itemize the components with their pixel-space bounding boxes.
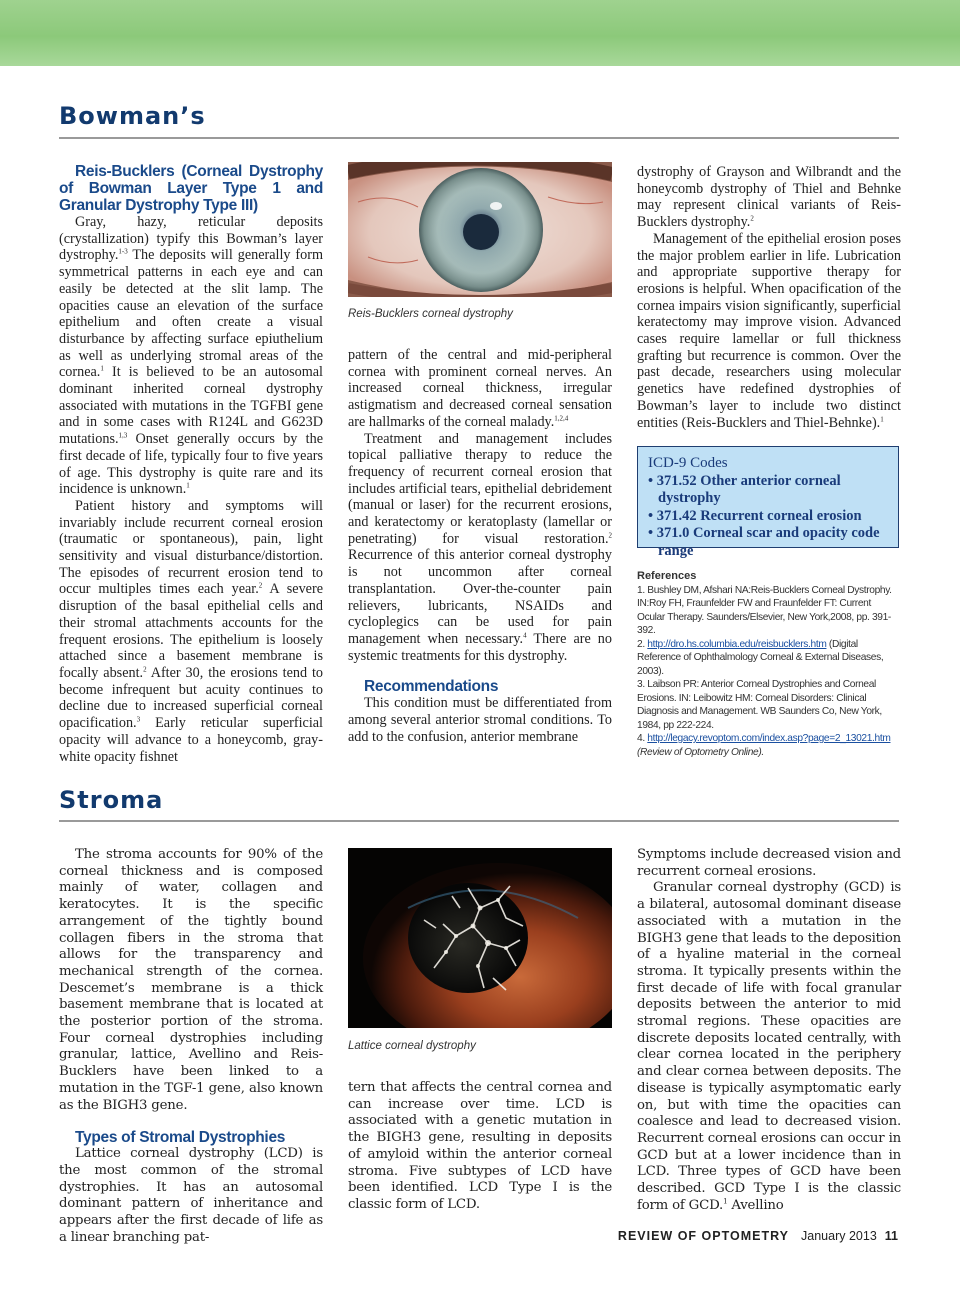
paragraph: Patient history and symptoms will invariably include recurrent corneal erosion (traumatic or spontaneous), pain, light sensitivity and visual disturbance/distortion. The episodes of recurrent erosion tend to occur multiples times each year.$^2$ A severe disruption of the basal epithelial cells and their stromal attachments accounts for the frequent erosions. The epithelium is loosely attached since a basement membrane is focally absent.$^2$ After 30, the erosions tend to become infrequent but acuity continues to decline due to increased superficial corneal opacification.$^3$ Early reticular superficial opacity will advance to a honeycomb, gray-white opacity fishnet xyxy=(59,497,323,765)
subhead-reis-bucklers: Reis-Bucklers (Corneal Dystrophy of Bowman Layer Type 1 and Granular Dystrophy Type III) xyxy=(59,163,323,214)
paragraph: The stroma accounts for 90% of the corneal thickness and is composed mainly of water, collagen and keratocytes. It is the specific arrangement of the tightly bound collagen fibers in the stroma that allows for the transparency and mechanical strength of the cornea. Descemet’s membrane is a thick basement membrane that is located at the posterior portion of the stroma. Four corneal dystrophies including granular, lattice, Avellino and Reis-Bucklers have been linked to a mutation in the TGF-1 gene, also known as the BIGH3 gene. xyxy=(59,847,323,1113)
photo-reis-bucklers-eye xyxy=(348,162,612,297)
section-title-bowmans: Bowman’s xyxy=(59,102,206,130)
section-rule xyxy=(59,820,899,822)
subhead-types-of-stromal-dystrophies: Types of Stromal Dystrophies xyxy=(75,1129,286,1147)
paragraph: pattern of the central and mid-peripheral cornea with prominent corneal nerves. An increased corneal thickness, irregular astigmatism and decreased corneal sensation are hallmarks of the corneal malady.$^{1,2,4}$ xyxy=(348,347,612,430)
reference-item: 3. Laibson PR: Anterior Corneal Dystrophies and Corneal Erosions. IN: Leibowitz HM: Corneal Disorders: Clinical Diagnosis and Management. WB Saunders Co, New York, 1984, pp 222-224. xyxy=(637,679,882,731)
paragraph: dystrophy of Grayson and Wilbrandt and the honeycomb dystrophy of Thiel and Behnke may represent clinical variants of Reis-Bucklers dystrophy.$^2$ xyxy=(637,164,901,231)
stroma-column-2 xyxy=(348,1080,612,1214)
icd9-code-item: • 371.52 Other anterior corneal dystrophy xyxy=(648,472,841,506)
reference-item: 1. Bushley DM, Afshari NA:Reis-Bucklers Corneal Dystrophy. IN:Roy FH, Fraunfelder FW and Fraunfelder FT: Current Ocular Therapy. Saunders/Elsevier, New York,2008, pp. 391-392. xyxy=(637,584,892,636)
page-footer xyxy=(618,1229,898,1243)
bowman-column-1 xyxy=(59,163,323,765)
section-title-stroma: Stroma xyxy=(59,786,164,814)
paragraph: Symptoms include decreased vision and recurrent corneal erosions. xyxy=(637,847,901,879)
figure-caption: Reis-Bucklers corneal dystrophy xyxy=(348,308,513,320)
references-heading: References xyxy=(637,570,697,582)
icd9-code-item: • 371.42 Recurrent corneal erosion xyxy=(648,507,862,524)
magazine-name: REVIEW OF OPTOMETRY xyxy=(617,1229,790,1243)
stroma-column-1 xyxy=(59,847,323,1246)
reference-item: 2. http://dro.hs.columbia.edu/reisbucklers.htm (Digital Reference of Ophthalmology Corneal & External Diseases, 2003). xyxy=(637,638,884,677)
paragraph: Treatment and management includes topical palliative therapy to reduce the frequency of recurrent corneal erosion that includes artificial tears, epithelial debridement (manual or laser) for the recurrent erosions, and keratectomy or keratoplasty (lamellar or penetrating) for visual restoration.$^2$ Recurrence of this anterior corneal dystrophy is not uncommon after corneal transplantation. Over-the-counter pain relievers, lubricants, NSAIDs and cycloplegics can be used for pain management when necessary.$^4$ There are no systemic treatments for this dystrophy. xyxy=(348,430,612,664)
icd9-codes-box xyxy=(637,446,899,559)
stroma-column-3 xyxy=(637,847,901,1214)
reference-item: 4. http://legacy.revoptom.com/index.asp?page=2_13021.htm (Review of Optometry Online). xyxy=(637,733,891,758)
subhead-recommendations: Recommendations xyxy=(364,678,499,696)
paragraph: tern that affects the central cornea and can increase over time. LCD is associated with a genetic mutation in the BIGH3 gene, resulting in deposits of amyloid within the anterior corneal stroma. Five subtypes of LCD have been identified. LCD Type I is the classic form of LCD. xyxy=(348,1080,612,1212)
paragraph: Lattice corneal dystrophy (LCD) is the most common of the stromal dystrophies. It has an autosomal dominant pattern of inheritance and appears after the first decade of life as a linear branching pat- xyxy=(59,1146,323,1245)
paragraph: This condition must be differentiated from among several anterior stromal conditions. To add to the confusion, anterior membrane xyxy=(348,695,612,745)
photo-lattice-corneal-dystrophy xyxy=(348,848,612,1028)
paragraph: Management of the epithelial erosion poses the major problem earlier in life. Lubrication and appropriate supportive therapy for erosions is helpful. When opacification of the cornea impairs vision significantly, superficial keratectomy may improve vision. Advanced cases require lamellar or full thickness grafting but recurrence is common. Over the past decade, researchers using molecular genetics have redefined dystrophies of Bowman’s layer to include two distinct entities (Reis-Bucklers and Thiel-Behnke).$^1$ xyxy=(637,230,901,431)
reference-link[interactable]: http://dro.hs.columbia.edu/reisbucklers.htm xyxy=(647,638,827,650)
icd9-code-item: • 371.0 Corneal scar and opacity code range xyxy=(648,525,880,559)
icd9-title: ICD-9 Codes xyxy=(648,455,728,471)
page-number: 11 xyxy=(884,1229,898,1243)
issue-date: January 2013 xyxy=(801,1229,877,1243)
section-rule xyxy=(59,137,899,139)
top-color-band xyxy=(0,0,960,66)
paragraph: Gray, hazy, reticular deposits (crystallization) typify this Bowman’s layer dystrophy.$^{1-3}$ The deposits will generally form symmetrical patterns in each eye and can easily be detected at the slit lamp. The opacities cause an elevation of the surface epithelium and often create a visual disturbance by affecting surface epiuthelium as well as underlying stromal areas of the cornea.$^1$ It is believed to be an autosomal dominant inherited corneal dystrophy associated with mutations in the TGFBI gene and in some cases with R124L and G623D mutations.$^{1,3}$ Onset generally occurs by the first decade of life, typically four to five years of age. This dystrophy is quite rare and its incidence is unknown.$^1$ xyxy=(59,214,323,498)
bowman-column-2 xyxy=(348,347,612,745)
paragraph: Granular corneal dystrophy (GCD) is a bilateral, autosomal dominant disease associated with a mutation in the BIGH3 gene that leads to the deposition of a hyaline material in the corneal stroma. It typically presents within the first decade of life with focal granular deposits between the anterior to mid stromal regions. These opacities are discrete deposits located centrally, with clear cornea located in the periphery and clear cornea between deposits. The disease is typically asymptomatic early on, but with time the opacities can coalesce and lead to decreased vision. Recurrent corneal erosions can occur in GCD but at a lower incidence than in LCD. Three types of GCD have been described. GCD Type I is the classic form of GCD.$^1$ Avellino xyxy=(637,880,901,1213)
reference-link[interactable]: http://legacy.revoptom.com/index.asp?page=2_13021.htm xyxy=(647,733,891,744)
figure-caption: Lattice corneal dystrophy xyxy=(348,1040,476,1052)
bowman-column-3 xyxy=(637,164,901,431)
references xyxy=(637,570,901,759)
